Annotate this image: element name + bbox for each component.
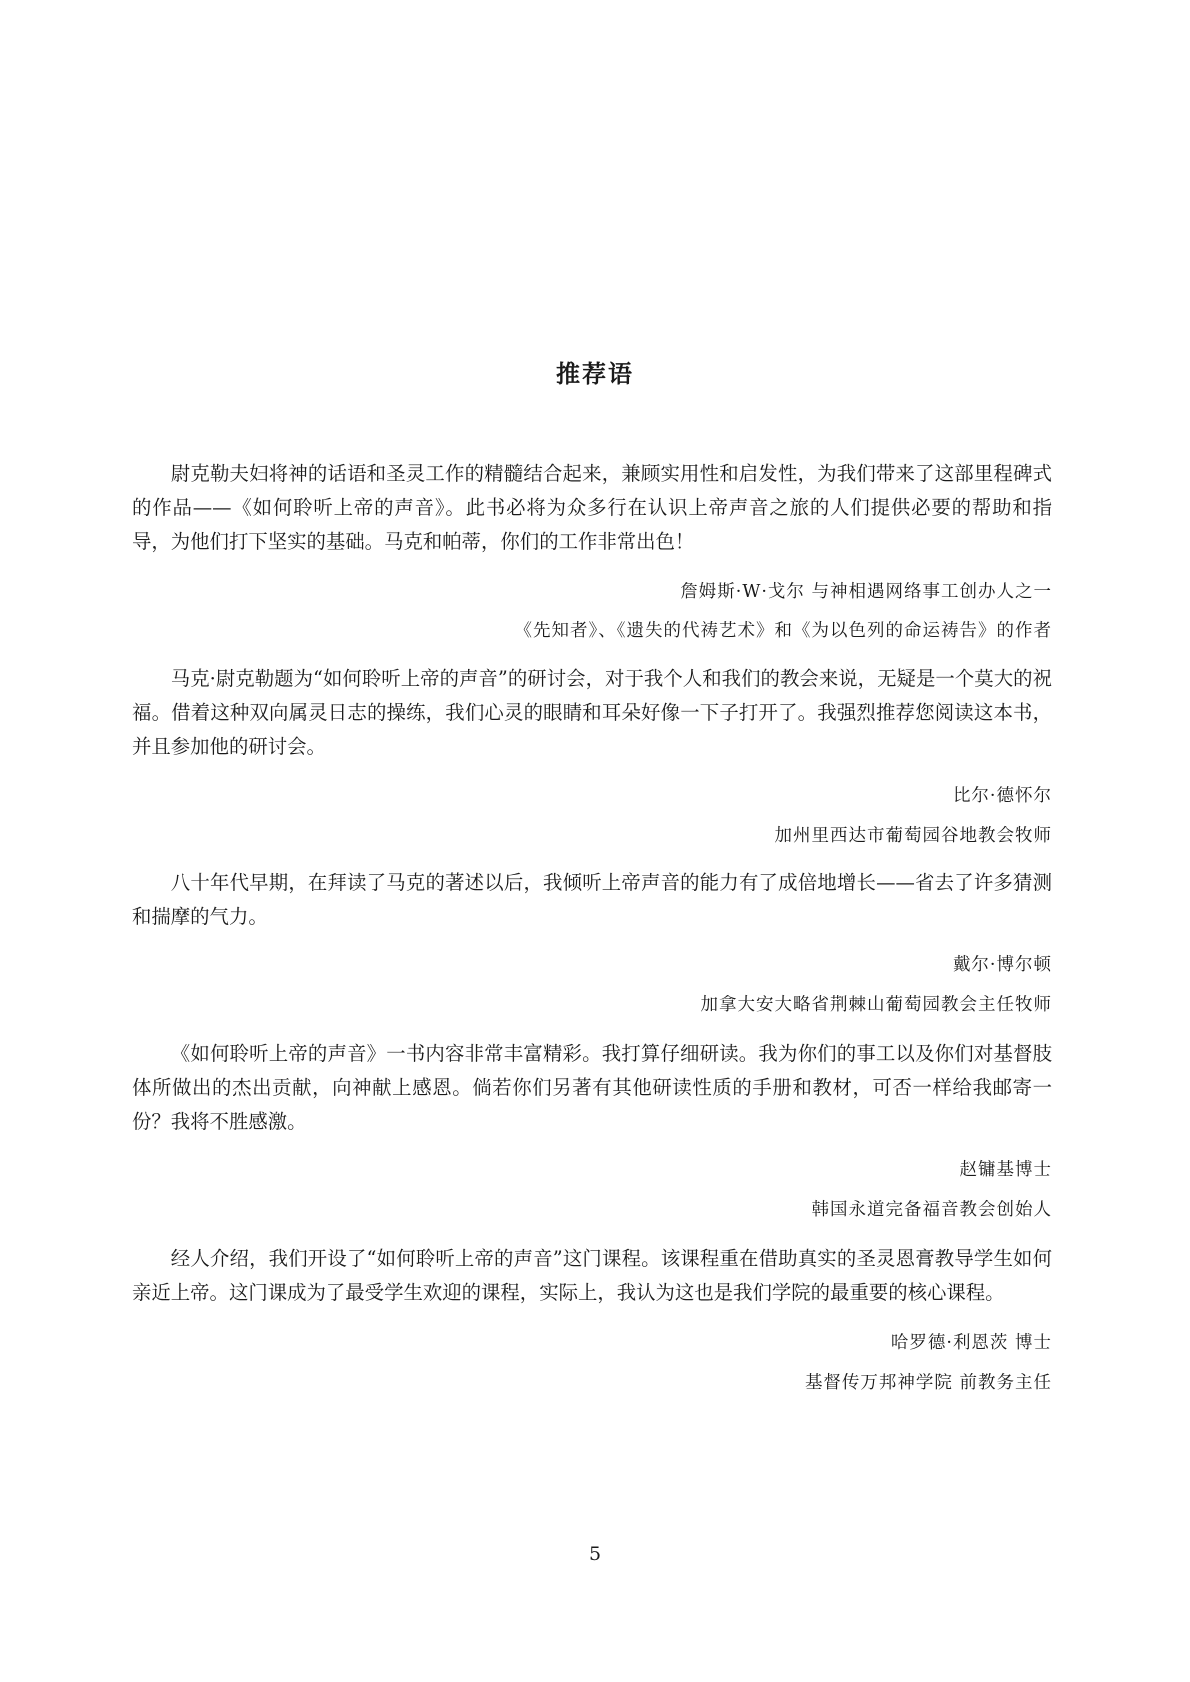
endorser-name: 比尔·德怀尔 xyxy=(952,786,1052,806)
endorsement-text: 经人介绍，我们开设了“如何聆听上帝的声音”这门课程。该课程重在借助真实的圣灵恩膏教导学生如何亲近上帝。这门课成为了最受学生欢迎的课程，实际上，我认为这也是我们学院的最重要的核心课程。 xyxy=(132,1247,1052,1304)
endorser-name: 赵镛基博士 xyxy=(959,1160,1052,1180)
endorsement-5 xyxy=(132,1242,1052,1393)
endorsement-3 xyxy=(132,866,1052,1015)
page-title: 推荐语 xyxy=(556,360,634,388)
endorser-name: 哈罗德·利恩茨 博士 xyxy=(890,1333,1052,1353)
endorser-title: 韩国永道完备福音教会创始人 xyxy=(811,1200,1052,1220)
page-number: 5 xyxy=(588,1543,602,1565)
endorser-name: 戴尔·博尔顿 xyxy=(952,955,1052,975)
endorser-title: 加州里西达市葡萄园谷地教会牧师 xyxy=(774,826,1052,846)
endorsement-text: 尉克勒夫妇将神的话语和圣灵工作的精髓结合起来，兼顾实用性和启发性，为我们带来了这部里程碑式的作品——《如何聆听上帝的声音》。此书必将为众多行在认识上帝声音之旅的人们提供必要的帮助和指导，为他们打下坚实的基础。马克和帕蒂，你们的工作非常出色！ xyxy=(132,462,1052,553)
endorsement-1 xyxy=(132,457,1052,641)
endorsement-2 xyxy=(132,662,1052,846)
endorsement-text: 《如何聆听上帝的声音》一书内容非常丰富精彩。我打算仔细研读。我为你们的事工以及你们对基督肢体所做出的杰出贡献，向神献上感恩。倘若你们另著有其他研读性质的手册和教材，可否一样给我邮寄一份？我将不胜感激。 xyxy=(132,1042,1052,1133)
endorser-name: 詹姆斯·W·戈尔 与神相遇网络事工创办人之一 xyxy=(680,582,1052,602)
endorser-title: 基督传万邦神学院 前教务主任 xyxy=(804,1373,1052,1393)
endorsement-text: 八十年代早期，在拜读了马克的著述以后，我倾听上帝声音的能力有了成倍地增长——省去了许多猜测和揣摩的气力。 xyxy=(132,871,1052,928)
endorsement-text: 马克·尉克勒题为“如何聆听上帝的声音”的研讨会，对于我个人和我们的教会来说，无疑是一个莫大的祝福。借着这种双向属灵日志的操练，我们心灵的眼睛和耳朵好像一下子打开了。我强烈推荐您阅读这本书，并且参加他的研讨会。 xyxy=(132,667,1052,758)
endorser-title: 《先知者》、《遗失的代祷艺术》和《为以色列的命运祷告》的作者 xyxy=(514,621,1052,641)
endorsement-4 xyxy=(132,1037,1052,1220)
endorser-title: 加拿大安大略省荆棘山葡萄园教会主任牧师 xyxy=(700,995,1052,1015)
